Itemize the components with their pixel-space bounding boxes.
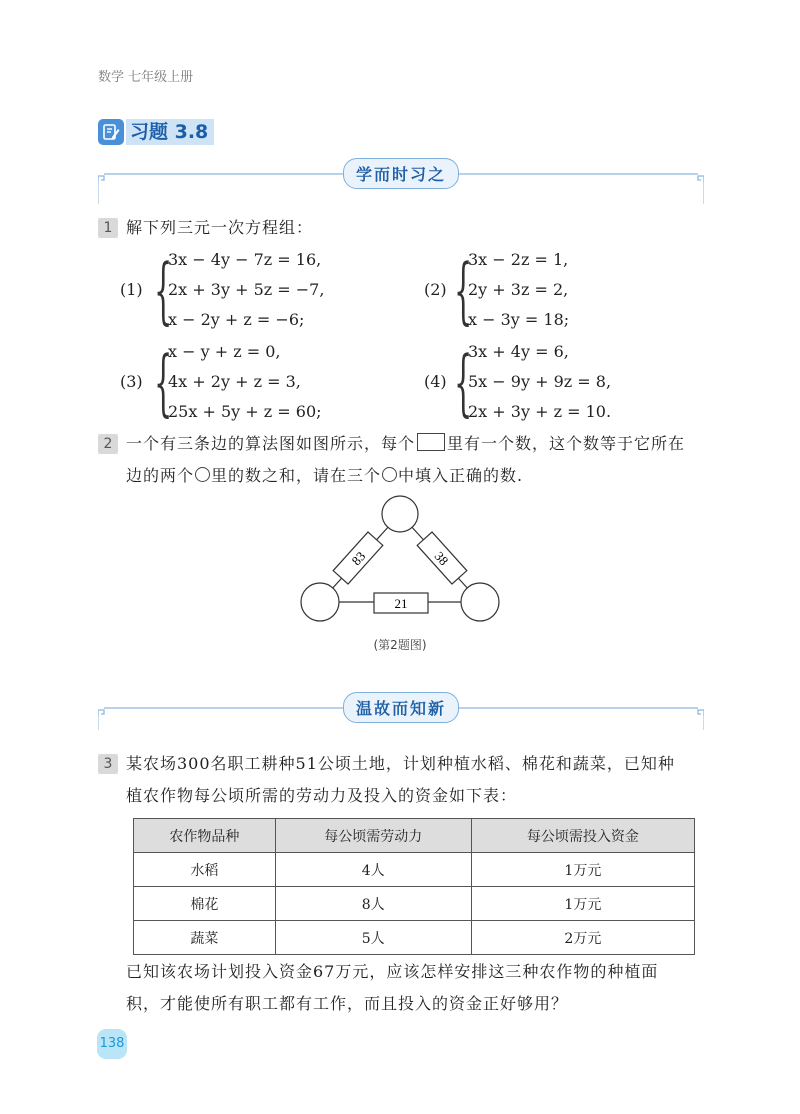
left-circle bbox=[301, 583, 339, 621]
system-label: (1) bbox=[120, 280, 143, 299]
question-1-prompt: 解下列三元一次方程组： bbox=[126, 218, 314, 237]
circle-symbol bbox=[382, 467, 397, 482]
equation: x − 3y = 18; bbox=[468, 310, 570, 329]
brace: { bbox=[454, 248, 473, 332]
table-cell: 4人 bbox=[275, 853, 471, 887]
algorithm-triangle-figure bbox=[290, 490, 510, 630]
text-segment: 一个有三条边的算法图如图所示，每个 bbox=[126, 434, 416, 453]
equation-system-1 bbox=[120, 246, 370, 338]
right-edge-value: 38 bbox=[431, 548, 452, 569]
brace: { bbox=[154, 340, 173, 424]
table-cell: 2万元 bbox=[471, 921, 694, 955]
question-number: 2 bbox=[98, 434, 118, 454]
equation: x − 2y + z = −6; bbox=[168, 310, 305, 329]
notebook-pencil-icon bbox=[98, 119, 124, 145]
text-segment: 中填入正确的数. bbox=[398, 466, 524, 485]
equation: 2x + 3y + 5z = −7, bbox=[168, 280, 325, 299]
box-symbol bbox=[417, 433, 445, 451]
figure-caption: (第2题图) bbox=[373, 638, 427, 652]
table-cell: 1万元 bbox=[471, 853, 694, 887]
circle-symbol bbox=[195, 467, 210, 482]
column-header: 每公顷需劳动力 bbox=[275, 819, 471, 853]
followup-line-2: 积，才能使所有职工都有工作，而且投入的资金正好够用？ bbox=[126, 994, 569, 1013]
table-row bbox=[134, 853, 695, 887]
question-2-line-2 bbox=[126, 460, 716, 492]
section-title-practice: 学而时习之 bbox=[343, 158, 459, 189]
equation: 5x − 9y + 9z = 8, bbox=[468, 372, 612, 391]
text-segment: 边的两个 bbox=[126, 466, 195, 485]
equation: x − y + z = 0, bbox=[168, 342, 281, 361]
column-header: 农作物品种 bbox=[134, 819, 276, 853]
equation-system-2 bbox=[424, 246, 674, 338]
system-label: (2) bbox=[424, 280, 447, 299]
table-cell: 棉花 bbox=[134, 887, 276, 921]
question-3-text bbox=[126, 748, 726, 812]
table-row bbox=[134, 921, 695, 955]
running-header: 数学 七年级上册 bbox=[98, 70, 194, 85]
right-edge-box bbox=[417, 532, 467, 584]
table-header-row bbox=[134, 819, 695, 853]
section-bar-review bbox=[98, 690, 704, 724]
crop-requirements-table bbox=[133, 818, 695, 955]
bottom-edge-value: 21 bbox=[394, 596, 408, 611]
equation: 2y + 3z = 2, bbox=[468, 280, 569, 299]
brace: { bbox=[154, 248, 173, 332]
table-cell: 水稻 bbox=[134, 853, 276, 887]
question-2-text bbox=[126, 428, 716, 492]
question-number: 3 bbox=[98, 754, 118, 774]
question-number: 1 bbox=[98, 218, 118, 238]
followup-line-1: 已知该农场计划投入资金67万元，应该怎样安排这三种农作物的种植面 bbox=[126, 962, 659, 981]
brace: { bbox=[454, 340, 473, 424]
column-header: 每公顷需投入资金 bbox=[471, 819, 694, 853]
top-circle bbox=[382, 496, 418, 532]
exercise-title-text: 习题 3.8 bbox=[126, 119, 214, 145]
table-cell: 1万元 bbox=[471, 887, 694, 921]
table-cell: 5人 bbox=[275, 921, 471, 955]
left-edge-box bbox=[333, 532, 383, 584]
text-segment: 里有一个数，这个数等于它所在 bbox=[447, 434, 686, 453]
equation: 2x + 3y + z = 10. bbox=[468, 402, 612, 421]
question-3-line-2: 植农作物每公顷所需的劳动力及投入的资金如下表： bbox=[126, 786, 518, 805]
right-circle bbox=[461, 583, 499, 621]
equation: 25x + 5y + z = 60; bbox=[168, 402, 322, 421]
system-label: (3) bbox=[120, 372, 143, 391]
equation: 3x + 4y = 6, bbox=[468, 342, 569, 361]
table-cell: 8人 bbox=[275, 887, 471, 921]
table-row bbox=[134, 887, 695, 921]
section-bar-practice bbox=[98, 156, 704, 190]
table-cell: 蔬菜 bbox=[134, 921, 276, 955]
question-2-line-1 bbox=[126, 428, 716, 460]
page-number: 138 bbox=[97, 1029, 127, 1059]
equation-system-4 bbox=[424, 338, 674, 430]
section-title-review: 温故而知新 bbox=[343, 692, 459, 723]
equation: 3x − 4y − 7z = 16, bbox=[168, 250, 322, 269]
exercise-title bbox=[98, 118, 214, 146]
text-segment: 里的数之和，请在三个 bbox=[211, 466, 382, 485]
bottom-edge-box bbox=[374, 593, 428, 613]
system-label: (4) bbox=[424, 372, 447, 391]
question-3-line-1: 某农场300名职工耕种51公顷土地，计划种植水稻、棉花和蔬菜，已知种 bbox=[126, 754, 675, 773]
left-edge-value: 83 bbox=[348, 548, 369, 569]
equation-system-3 bbox=[120, 338, 370, 430]
question-3-followup bbox=[126, 956, 726, 1020]
equation: 3x − 2z = 1, bbox=[468, 250, 569, 269]
equation: 4x + 2y + z = 3, bbox=[168, 372, 301, 391]
